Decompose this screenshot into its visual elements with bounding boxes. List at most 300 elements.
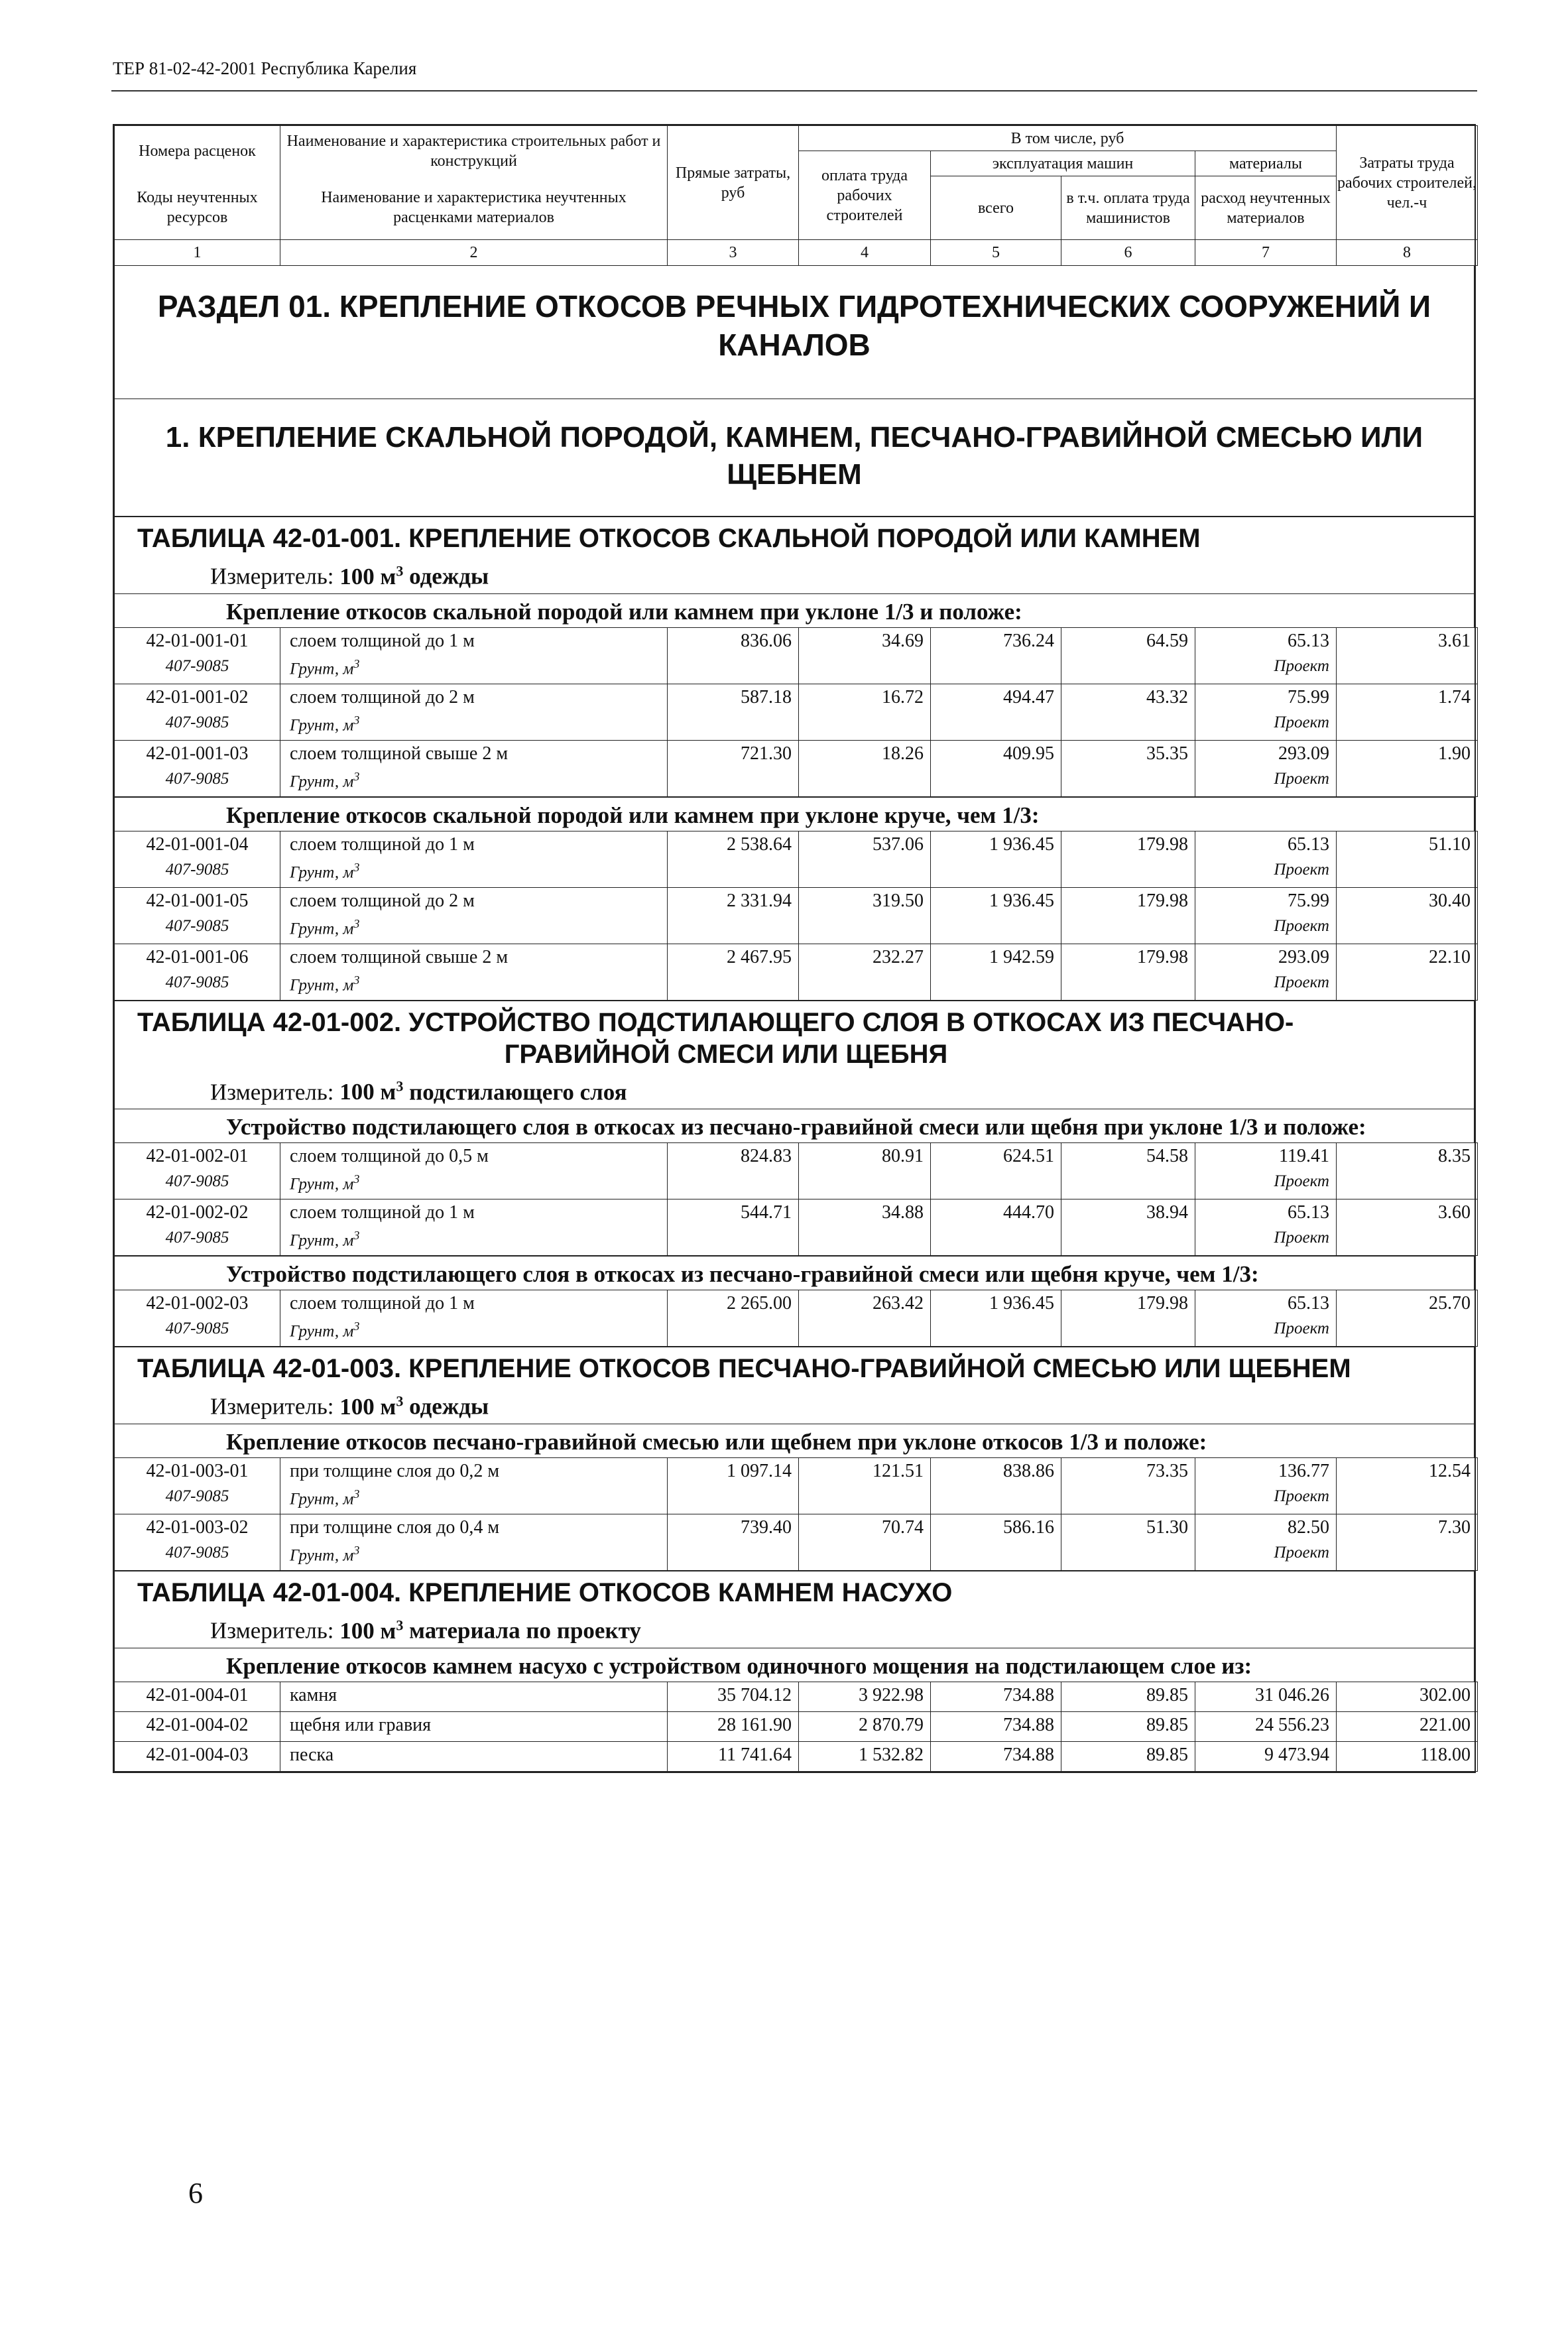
resource-row [115,1544,1478,1571]
work-name: камня [280,1682,668,1711]
labor-pay: 16.72 [799,684,931,713]
resource-material: Проект [1195,1544,1337,1571]
machine-total: 838.86 [931,1457,1061,1487]
measure-suffix: одежды [409,563,489,589]
rate-code: 42-01-002-01 [115,1143,280,1173]
column-number: 1 [115,240,280,266]
resource-unit-exponent: 3 [353,656,360,670]
labor-hours: 221.00 [1337,1711,1478,1741]
empty-cell [799,973,931,1001]
labor-hours: 30.40 [1337,887,1478,917]
resource-material: Проект [1195,973,1337,1001]
empty-cell [799,1487,931,1514]
machine-pay: 43.32 [1061,684,1195,713]
empty-cell [1061,657,1195,684]
empty-cell [1061,1320,1195,1347]
rate-code: 42-01-002-02 [115,1199,280,1229]
rate-code: 42-01-002-03 [115,1290,280,1320]
measure-value-text: 100 м [339,1393,396,1420]
measure-prefix: Измеритель: [210,1393,334,1420]
work-name: слоем толщиной свыше 2 м [280,740,668,770]
measure-exponent: 3 [396,562,404,579]
labor-hours: 1.90 [1337,740,1478,770]
table-title [115,1353,1474,1384]
table-title-line: ТАБЛИЦА 42-01-003. КРЕПЛЕНИЕ ОТКОСОВ ПЕСЧАНО-ГРАВИЙНОЙ СМЕСЬЮ ИЛИ ЩЕБНЕМ [137,1354,1351,1384]
machine-pay: 54.58 [1061,1143,1195,1173]
work-name: щебня или гравия [280,1711,668,1741]
materials: 293.09 [1195,944,1337,973]
empty-cell [1337,657,1478,684]
column-number: 4 [799,240,931,266]
empty-cell [931,713,1061,741]
section-title: РАЗДЕЛ 01. КРЕПЛЕНИЕ ОТКОСОВ РЕЧНЫХ ГИДРОТЕХНИЧЕСКИХ СООРУЖЕНИЙ И КАНАЛОВ [115,266,1474,399]
machine-total: 734.88 [931,1741,1061,1771]
empty-cell [931,917,1061,944]
labor-hours: 51.10 [1337,831,1478,861]
empty-cell [799,1320,931,1347]
materials: 65.13 [1195,627,1337,657]
resource-name [280,973,668,1001]
materials: 136.77 [1195,1457,1337,1487]
header-machine-total: всего [931,176,1061,240]
resource-material: Проект [1195,1320,1337,1347]
direct-costs: 1 097.14 [668,1457,799,1487]
resource-code: 407-9085 [115,1229,280,1256]
materials: 75.99 [1195,887,1337,917]
empty-cell [1061,917,1195,944]
labor-hours: 3.61 [1337,627,1478,657]
machine-pay: 179.98 [1061,1290,1195,1320]
resource-code: 407-9085 [115,1487,280,1514]
machine-total: 734.88 [931,1711,1061,1741]
resource-name-text: Грунт, м [290,1322,354,1341]
table-row [115,1199,1478,1229]
labor-hours: 118.00 [1337,1741,1478,1771]
machine-pay: 179.98 [1061,831,1195,861]
resource-name-text: Грунт, м [290,1231,354,1250]
machine-total: 494.47 [931,684,1061,713]
direct-costs: 544.71 [668,1199,799,1229]
resource-unit-exponent: 3 [353,860,360,874]
empty-cell [1061,861,1195,888]
empty-cell [668,713,799,741]
resource-row [115,1229,1478,1256]
resource-name [280,1544,668,1571]
rate-code: 42-01-004-01 [115,1682,280,1711]
resource-material: Проект [1195,1229,1337,1256]
empty-cell [668,917,799,944]
resource-code: 407-9085 [115,1544,280,1571]
column-number: 5 [931,240,1061,266]
resource-material: Проект [1195,657,1337,684]
price-table [113,124,1476,1773]
labor-pay: 70.74 [799,1514,931,1544]
resource-unit-exponent: 3 [353,713,360,727]
labor-pay: 319.50 [799,887,931,917]
direct-costs: 721.30 [668,740,799,770]
resource-material: Проект [1195,713,1337,741]
labor-pay: 121.51 [799,1457,931,1487]
column-number: 7 [1195,240,1337,266]
empty-cell [668,770,799,797]
resource-row [115,1172,1478,1199]
rate-code: 42-01-001-03 [115,740,280,770]
group-title: Крепление откосов скальной породой или камнем при уклоне 1/3 и положе: [114,593,1475,627]
resource-code: 407-9085 [115,770,280,797]
header-col2-top: Наименование и характеристика строительных работ и конструкций [280,126,668,176]
header-col2-bottom: Наименование и характеристика неучтенных расценками материалов [280,176,668,240]
measure-prefix: Измеритель: [210,1617,334,1644]
resource-name-text: Грунт, м [290,659,354,678]
resource-row [115,770,1478,797]
measure-value [339,1618,403,1644]
labor-hours: 22.10 [1337,944,1478,973]
table-title-line: ТАБЛИЦА 42-01-004. КРЕПЛЕНИЕ ОТКОСОВ КАМНЕМ НАСУХО [137,1577,953,1607]
table-title-line: ТАБЛИЦА 42-01-001. КРЕПЛЕНИЕ ОТКОСОВ СКАЛЬНОЙ ПОРОДОЙ ИЛИ КАМНЕМ [137,524,1201,553]
empty-cell [799,1229,931,1256]
resource-unit-exponent: 3 [353,769,360,783]
labor-pay: 18.26 [799,740,931,770]
materials: 75.99 [1195,684,1337,713]
measure-suffix: подстилающего слоя [409,1079,627,1105]
resource-unit-exponent: 3 [353,1229,360,1243]
work-name: слоем толщиной до 2 м [280,684,668,713]
machine-pay: 89.85 [1061,1741,1195,1771]
measure-exponent: 3 [396,1392,404,1410]
rates-table [114,1457,1478,1571]
materials: 293.09 [1195,740,1337,770]
table-row [115,1143,1478,1173]
empty-cell [799,1172,931,1199]
table-title [115,522,1474,554]
machine-total: 1 936.45 [931,831,1061,861]
measure-prefix: Измеритель: [210,1079,334,1105]
empty-cell [799,861,931,888]
direct-costs: 28 161.90 [668,1711,799,1741]
titles [114,266,1475,517]
machine-pay: 179.98 [1061,887,1195,917]
empty-cell [1061,1487,1195,1514]
resource-row [115,917,1478,944]
empty-cell [931,657,1061,684]
measure-unit [115,1609,1474,1648]
group-title: Устройство подстилающего слоя в откосах из песчано-гравийной смеси или щебня при уклоне 1/3 и положе: [114,1109,1475,1142]
empty-cell [1337,1320,1478,1347]
measure-exponent: 3 [396,1616,404,1633]
measure-value [339,1394,403,1420]
machine-pay: 89.85 [1061,1711,1195,1741]
labor-pay: 232.27 [799,944,931,973]
rate-code: 42-01-003-01 [115,1457,280,1487]
empty-cell [1061,973,1195,1001]
work-name: слоем толщиной до 1 м [280,1290,668,1320]
work-name: слоем толщиной до 0,5 м [280,1143,668,1173]
table-row [115,627,1478,657]
empty-cell [668,861,799,888]
labor-hours: 8.35 [1337,1143,1478,1173]
resource-name-text: Грунт, м [290,919,354,938]
resource-name-text: Грунт, м [290,975,354,994]
column-numbers [115,240,1478,266]
resource-name-text: Грунт, м [290,1175,354,1194]
empty-cell [1337,1172,1478,1199]
empty-cell [1337,973,1478,1001]
resource-row [115,657,1478,684]
machine-total: 1 936.45 [931,1290,1061,1320]
direct-costs: 2 538.64 [668,831,799,861]
page-number: 6 [188,2177,203,2209]
subsection-title: 1. КРЕПЛЕНИЕ СКАЛЬНОЙ ПОРОДОЙ, КАМНЕМ, ПЕСЧАНО-ГРАВИЙНОЙ СМЕСЬЮ ИЛИ ЩЕБНЕМ [115,399,1474,517]
machine-pay: 64.59 [1061,627,1195,657]
materials: 65.13 [1195,1290,1337,1320]
rates-table [114,627,1478,797]
resource-row [115,1320,1478,1347]
labor-pay: 263.42 [799,1290,931,1320]
resource-name [280,1487,668,1514]
table-header [114,125,1478,266]
empty-cell [1061,770,1195,797]
table-title-line: ТАБЛИЦА 42-01-002. УСТРОЙСТВО ПОДСТИЛАЮЩЕГО СЛОЯ В ОТКОСАХ ИЗ ПЕСЧАНО- [137,1007,1294,1037]
resource-row [115,713,1478,741]
work-name: слоем толщиной до 1 м [280,1199,668,1229]
rate-code: 42-01-001-02 [115,684,280,713]
work-name: слоем толщиной до 2 м [280,887,668,917]
table-row [115,1290,1478,1320]
column-number: 3 [668,240,799,266]
resource-name [280,861,668,888]
machine-pay: 73.35 [1061,1457,1195,1487]
table-block [114,1001,1475,1109]
empty-cell [668,1320,799,1347]
empty-cell [931,861,1061,888]
resource-code: 407-9085 [115,1172,280,1199]
machine-pay: 89.85 [1061,1682,1195,1711]
table-title-continuation: ГРАВИЙНОЙ СМЕСИ ИЛИ ЩЕБНЯ [504,1039,948,1069]
rate-code: 42-01-001-04 [115,831,280,861]
resource-code: 407-9085 [115,973,280,1001]
rate-code: 42-01-001-05 [115,887,280,917]
direct-costs: 739.40 [668,1514,799,1544]
work-name: слоем толщиной до 1 м [280,627,668,657]
empty-cell [1061,713,1195,741]
header-labor-cost: Затраты труда рабочих строителей, чел.-ч [1337,126,1478,240]
empty-cell [799,917,931,944]
empty-cell [931,1320,1061,1347]
column-number: 2 [280,240,668,266]
rate-code: 42-01-004-02 [115,1711,280,1741]
rate-code: 42-01-004-03 [115,1741,280,1771]
machine-total: 624.51 [931,1143,1061,1173]
resource-name-text: Грунт, м [290,863,354,881]
resource-name [280,917,668,944]
labor-hours: 25.70 [1337,1290,1478,1320]
column-number: 6 [1061,240,1195,266]
empty-cell [1061,1172,1195,1199]
resource-unit-exponent: 3 [353,1172,360,1186]
labor-hours: 1.74 [1337,684,1478,713]
direct-costs: 587.18 [668,684,799,713]
measure-prefix: Измеритель: [210,563,334,589]
table-block [114,1347,1475,1424]
labor-pay: 80.91 [799,1143,931,1173]
resource-code: 407-9085 [115,1320,280,1347]
table-row [115,944,1478,973]
empty-cell [931,1544,1061,1571]
resource-name-text: Грунт, м [290,1546,354,1565]
empty-cell [931,1487,1061,1514]
measure-unit [115,1384,1474,1424]
work-name: при толщине слоя до 0,4 м [280,1514,668,1544]
empty-cell [931,1229,1061,1256]
tables-container [114,517,1475,1772]
rates-table [114,1290,1478,1347]
direct-costs: 35 704.12 [668,1682,799,1711]
resource-code: 407-9085 [115,861,280,888]
rate-code: 42-01-001-01 [115,627,280,657]
header-materials: материалы [1195,151,1337,176]
header-machine-op: эксплуатация машин [931,151,1195,176]
machine-total: 444.70 [931,1199,1061,1229]
measure-unit [115,1070,1474,1109]
empty-cell [1061,1229,1195,1256]
resource-code: 407-9085 [115,657,280,684]
table-row [115,1514,1478,1544]
machine-total: 409.95 [931,740,1061,770]
measure-exponent: 3 [396,1077,404,1095]
materials: 24 556.23 [1195,1711,1337,1741]
empty-cell [1337,917,1478,944]
labor-hours: 3.60 [1337,1199,1478,1229]
direct-costs: 824.83 [668,1143,799,1173]
work-name: слоем толщиной свыше 2 м [280,944,668,973]
direct-costs: 2 265.00 [668,1290,799,1320]
table-row [115,887,1478,917]
resource-name [280,713,668,741]
measure-unit [115,554,1474,593]
empty-cell [1337,1487,1478,1514]
resource-name-text: Грунт, м [290,715,354,734]
rates-table [114,1142,1478,1256]
empty-cell [1337,1229,1478,1256]
resource-material: Проект [1195,1172,1337,1199]
labor-hours: 302.00 [1337,1682,1478,1711]
empty-cell [931,973,1061,1001]
machine-pay: 51.30 [1061,1514,1195,1544]
empty-cell [668,657,799,684]
resource-name-text: Грунт, м [290,772,354,790]
resource-name [280,770,668,797]
machine-total: 736.24 [931,627,1061,657]
table-title [115,1007,1474,1070]
empty-cell [799,713,931,741]
machine-total: 734.88 [931,1682,1061,1711]
measure-value-text: 100 м [339,1617,396,1644]
empty-cell [1061,1544,1195,1571]
table-row [115,740,1478,770]
machine-total: 586.16 [931,1514,1061,1544]
direct-costs: 2 331.94 [668,887,799,917]
resource-unit-exponent: 3 [353,973,360,987]
measure-value [339,564,403,589]
resource-material: Проект [1195,770,1337,797]
group-title: Крепление откосов камнем насухо с устройством одиночного мощения на подстилающем слое из: [114,1648,1475,1682]
resource-material: Проект [1195,861,1337,888]
direct-costs: 836.06 [668,627,799,657]
header-labor-pay: оплата труда рабочих строителей [799,151,931,240]
resource-unit-exponent: 3 [353,1320,360,1333]
labor-hours: 12.54 [1337,1457,1478,1487]
running-head: ТЕР 81-02-42-2001 Республика Карелия [113,58,417,78]
resource-unit-exponent: 3 [353,916,360,930]
resource-name-text: Грунт, м [290,1490,354,1508]
materials: 65.13 [1195,1199,1337,1229]
empty-cell [799,1544,931,1571]
resource-unit-exponent: 3 [353,1487,360,1501]
materials: 65.13 [1195,831,1337,861]
empty-cell [1337,770,1478,797]
empty-cell [668,1487,799,1514]
labor-hours: 7.30 [1337,1514,1478,1544]
labor-pay: 3 922.98 [799,1682,931,1711]
measure-value-text: 100 м [339,563,396,589]
empty-cell [799,770,931,797]
resource-name [280,1229,668,1256]
machine-total: 1 936.45 [931,887,1061,917]
materials: 9 473.94 [1195,1741,1337,1771]
header-machine-pay: в т.ч. оплата труда машинистов [1061,176,1195,240]
header-rule [111,90,1477,92]
measure-suffix: одежды [409,1393,489,1420]
labor-pay: 1 532.82 [799,1741,931,1771]
header-col1-bottom: Коды неучтенных ресурсов [115,176,280,240]
empty-cell [668,1229,799,1256]
header-direct-costs: Прямые затраты, руб [668,126,799,240]
table-row [115,1682,1478,1711]
table-row [115,831,1478,861]
machine-pay: 35.35 [1061,740,1195,770]
measure-value [339,1079,403,1105]
empty-cell [931,770,1061,797]
labor-pay: 2 870.79 [799,1711,931,1741]
direct-costs: 11 741.64 [668,1741,799,1771]
materials: 119.41 [1195,1143,1337,1173]
labor-pay: 537.06 [799,831,931,861]
empty-cell [668,1172,799,1199]
work-name: песка [280,1741,668,1771]
resource-code: 407-9085 [115,713,280,741]
rate-code: 42-01-001-06 [115,944,280,973]
resource-code: 407-9085 [115,917,280,944]
resource-name [280,1172,668,1199]
materials: 31 046.26 [1195,1682,1337,1711]
rate-code: 42-01-003-02 [115,1514,280,1544]
table-row [115,684,1478,713]
table-title [115,1577,1474,1609]
empty-cell [668,1544,799,1571]
empty-cell [1337,861,1478,888]
header-including: В том числе, руб [799,126,1337,151]
labor-pay: 34.69 [799,627,931,657]
group-title: Крепление откосов скальной породой или камнем при уклоне круче, чем 1/3: [114,797,1475,831]
empty-cell [668,973,799,1001]
table-row [115,1457,1478,1487]
machine-pay: 38.94 [1061,1199,1195,1229]
measure-suffix: материала по проекту [409,1617,641,1644]
work-name: при толщине слоя до 0,2 м [280,1457,668,1487]
resource-row [115,973,1478,1001]
direct-costs: 2 467.95 [668,944,799,973]
work-name: слоем толщиной до 1 м [280,831,668,861]
